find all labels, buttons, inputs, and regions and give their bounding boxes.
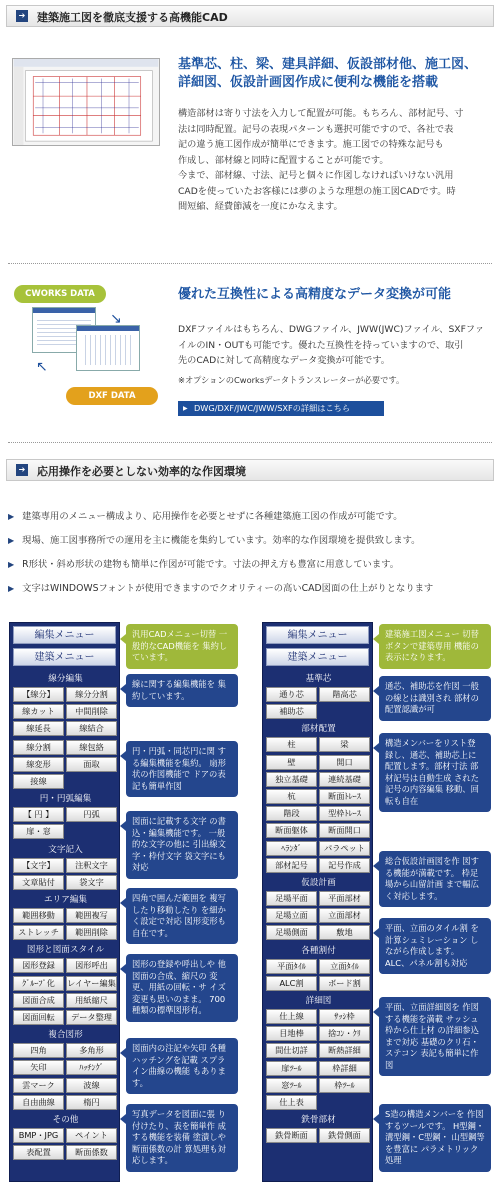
menu-button[interactable]: 四角 (13, 1043, 64, 1058)
menu-button[interactable]: 図面回転 (13, 1010, 64, 1025)
menu-button[interactable]: 断熱詳細 (319, 1043, 370, 1058)
menu-section-title: 円・円弧編集 (39, 794, 92, 805)
list-item: ▶ 建築専用のメニュー構成より、応用操作を必要とせずに各種建築施工図の作成が可能です。 (8, 511, 403, 522)
menu-button[interactable]: 型枠ﾄﾚｰｽ (319, 806, 370, 821)
menu-button[interactable]: 独立基礎 (266, 772, 317, 787)
section-header-cad (6, 5, 494, 27)
section1-title-line1: 基準芯、柱、梁、建具詳細、仮設部材他、施工図、 (178, 57, 478, 72)
menu-button[interactable]: 仕上線 (266, 1009, 317, 1024)
menu-button[interactable]: 雲マーク (13, 1078, 64, 1093)
menu-button[interactable]: 記号作成 (319, 858, 370, 873)
menu-button[interactable]: ﾍﾗﾝﾀﾞ (266, 841, 317, 856)
menu-button[interactable]: 部材記号 (266, 858, 317, 873)
callout-general-cad: 汎用CADメニュー切替 一般的なCAD機能を 集約しています。 (126, 624, 238, 669)
menu-button[interactable]: 鉄骨断面 (266, 1128, 317, 1143)
building-menu-button[interactable]: 建築メニュー (13, 648, 116, 666)
menu-button[interactable]: 表配置 (13, 1145, 64, 1160)
menu-button[interactable]: 目地棒 (266, 1026, 317, 1041)
menu-button[interactable]: 平面部材 (319, 891, 370, 906)
menu-button[interactable]: 開口 (319, 755, 370, 770)
menu-button[interactable]: 足場立面 (266, 908, 317, 923)
arrow-left-icon: ↖ (36, 359, 48, 375)
menu-section-title: 鉄骨部材 (301, 1115, 336, 1126)
menu-button[interactable]: ﾊｯﾁﾝｸﾞ (66, 1060, 117, 1075)
menu-button[interactable]: 補助芯 (266, 704, 317, 719)
list-item: ▶ 現場、施工図事務所での運用を主に機能を集約しています。効率的な作図環境を提供致します。 (8, 535, 421, 546)
callout-figure-style: 図形の登録や呼出しや 他図面の合成、縮尺の 変更、用紙の回転・サ イズ変更も思いのまま。 700種類の標準図形有。 (126, 954, 238, 1022)
menu-section-title: 仮設計画 (301, 878, 336, 888)
callout-grid-line: 通芯、補助芯を作図 一般の線とは識別され 部材の配置認識が可 (379, 676, 491, 721)
menu-section-title: 部材配置 (301, 724, 336, 735)
menu-section-title: 複合図形 (48, 1030, 83, 1041)
menu-button[interactable]: 自由曲線 (13, 1095, 64, 1110)
menu-button[interactable]: 立面部材 (319, 908, 370, 923)
divider (8, 263, 492, 264)
menu-section-title: 詳細図 (305, 996, 332, 1006)
menu-button[interactable]: 間仕切詳 (266, 1043, 317, 1058)
menu-button[interactable]: 中間削除 (66, 704, 117, 719)
section-header-efficient (6, 459, 494, 481)
format-details-link[interactable]: ▶ DWG/DXF/JWC/JWW/SXFの詳細はこちら (178, 401, 384, 416)
menu-button[interactable]: 【文字】 (13, 858, 64, 873)
callout-text: 図面に記載する文字 の書込・編集機能です。 一般的な文字の他に 引出線文字・枠付文字 袋文字にも対応 (126, 811, 238, 879)
section-header-text: 建築施工図を徹底支援する高機能CAD (37, 11, 228, 24)
menu-button[interactable]: 接線 (13, 774, 64, 789)
menu-section-title: 基準芯 (305, 674, 332, 684)
menu-button[interactable]: 階段 (266, 806, 317, 821)
menu-button[interactable]: 扉ﾂｰﾙ (266, 1061, 317, 1076)
menu-button[interactable]: 鉄骨側面 (319, 1128, 370, 1143)
menu-section-title: 文字記入 (48, 844, 83, 855)
menu-button[interactable]: データ整理 (66, 1010, 117, 1025)
menu-button[interactable]: 枠ﾂｰﾙ (319, 1078, 370, 1093)
menu-button[interactable]: 範囲削除 (66, 925, 117, 940)
menu-button[interactable]: 平面ﾀｲﾙ (266, 959, 317, 974)
list-item: ▶ 文字はWINDOWSフォントが使用できますのでクオリティーの高いCAD図面の仕上がりとなります (8, 583, 434, 594)
menu-button[interactable]: 仕上表 (266, 1095, 317, 1110)
menu-button[interactable]: 柱 (266, 737, 317, 752)
edit-menu-button[interactable]: 編集メニュー (266, 626, 369, 644)
menu-button[interactable]: 足場側面 (266, 925, 317, 940)
menu-button[interactable]: 図形登録 (13, 958, 64, 973)
menu-button[interactable]: 線変形 (13, 757, 64, 772)
menu-button[interactable]: 立面ﾀｲﾙ (319, 959, 370, 974)
section1-title-line2: 詳細図、仮設計画図作成に便利な機能を搭載 (178, 75, 439, 90)
callout-tile: 平面、立面のタイル割 を計算シュミレーション しながら作成します。 ALC、パネル割も対応 (379, 918, 491, 974)
menu-button[interactable]: 杭 (266, 789, 317, 804)
callout-detail: 平面、立面詳細図を 作図する機能を満載 サッシュ枠から仕上材 の詳細参込まで対応 基礎のクリ石・ステコン 表記も簡単に作図 (379, 997, 491, 1076)
menu-button[interactable]: 敷地 (319, 925, 370, 940)
dxf-window-icon (76, 325, 140, 371)
menu-button[interactable]: 面取 (66, 757, 117, 772)
menu-button[interactable]: 文章貼付 (13, 875, 64, 890)
building-menu-button[interactable]: 建築メニュー (266, 648, 369, 666)
section-header-text: 応用操作を必要としない効率的な作図環境 (37, 465, 246, 478)
callout-other: 写真データを図面に張 り付けたり、表を簡単作 成する機能を装備 塗潰しや断面係数の計 算処理も対応します。 (126, 1104, 238, 1172)
menu-button[interactable]: パラペット (319, 841, 370, 856)
callout-building-menu: 建築施工図メニュー 切替ボタンで建築専用 機能の表示になります。 (379, 624, 491, 669)
callout-member: 構造メンバーをリスト登 録し、通芯、補助芯上に 配置します。部材寸法 部材記号は自動生成 された記号の内容編集 移動、回転も自在 (379, 733, 491, 812)
arrow-icon: ➔ (16, 464, 28, 476)
menu-button[interactable]: ｸﾞﾙｰﾌﾟ化 (13, 976, 64, 991)
arrow-icon: ➔ (16, 10, 28, 22)
menu-button[interactable]: 壁 (266, 755, 317, 770)
bullet-icon: ▶ (8, 560, 15, 569)
menu-button[interactable]: 断面ﾄﾚｰｽ (319, 789, 370, 804)
cworks-data-badge: CWORKS DATA (14, 285, 106, 303)
edit-menu-panel (9, 622, 120, 1182)
callout-area: 四角で囲んだ範囲を 複写したり移動したり を細かく設定で対応 図形変形も自在です。 (126, 888, 238, 944)
menu-button[interactable]: 袋文字 (66, 875, 117, 890)
section2-title: 優れた互換性による高精度なデータ変換が可能 (178, 287, 452, 302)
menu-button[interactable]: 線包絡 (66, 740, 117, 755)
menu-button[interactable]: 足場平面 (266, 891, 317, 906)
menu-button[interactable]: 捨ｺﾝ・ｸﾘ (319, 1026, 370, 1041)
menu-button[interactable]: 梁 (319, 737, 370, 752)
arrow-right-icon: ↘ (110, 311, 122, 327)
menu-button[interactable]: 扉・窓 (13, 824, 64, 839)
callout-steel: S造の構造メンバーを 作図するツールです。 H型鋼・溝型鋼・C型鋼・ 山型鋼等を豊富に パラメトリック処理 (379, 1104, 491, 1172)
menu-button[interactable]: 線延長 (13, 721, 64, 736)
menu-section-title: 線分編集 (48, 674, 83, 684)
menu-button[interactable]: ｻｯｼ枠 (319, 1009, 370, 1024)
menu-button[interactable]: 波線 (66, 1078, 117, 1093)
menu-button[interactable]: 矢印 (13, 1060, 64, 1075)
menu-button[interactable]: 範囲複写 (66, 908, 117, 923)
menu-button[interactable]: 範囲移動 (13, 908, 64, 923)
cad-screenshot-image (12, 58, 160, 146)
data-conversion-illustration (10, 285, 170, 405)
menu-section-title: エリア編集 (44, 895, 87, 905)
callout-composite: 図面内の注記や矢印 各種ハッチングを記載 スプライン曲線の機能 もあります。 (126, 1038, 238, 1094)
menu-button[interactable]: 【 円 】 (13, 807, 64, 822)
section2-paragraph: DXFファイルはもちろん、DWGファイル、JWW(JWC)ファイル、SXFファ イルのIN・OUTも可能です。優れた互換性を持っていますので、取引 先のCADに対して高精度なデータ変換が可能です。 (178, 324, 485, 366)
bullet-icon: ▶ (8, 512, 15, 521)
callout-line-edit: 線に関する編集機能を 集約しています。 (126, 674, 238, 707)
menu-button[interactable]: 注釈文字 (66, 858, 117, 873)
menu-button[interactable]: 階高芯 (319, 687, 370, 702)
menu-button[interactable]: 通り芯 (266, 687, 317, 702)
menu-button[interactable]: 連続基礎 (319, 772, 370, 787)
menu-button[interactable]: ストレッチ (13, 925, 64, 940)
menu-button[interactable]: 断面係数 (66, 1145, 117, 1160)
callout-circle-edit: 円・円弧・同芯円に関 する編集機能を集約。 扇形状の作図機能で ドアの表記も簡単作図 (126, 741, 238, 797)
menu-button[interactable]: 線結合 (66, 721, 117, 736)
menu-section-title: 各種割付 (301, 945, 336, 956)
bullet-icon: ▶ (8, 536, 15, 545)
menu-button[interactable]: 線分割 (13, 740, 64, 755)
menu-button[interactable]: 用紙縮尺 (66, 993, 117, 1008)
bullet-icon: ▶ (8, 584, 15, 593)
menu-button[interactable]: レイヤー編集 (66, 976, 117, 991)
menu-button[interactable]: 線分分割 (66, 687, 117, 702)
list-item: ▶ R形状・斜め形状の建物も簡単に作図が可能です。寸法の押え方も豊富に用意しています。 (8, 559, 400, 570)
menu-button[interactable]: ALC割 (266, 976, 317, 991)
callout-temporary: 総合仮設計画図を作 図する機能が満載です。 枠足場から山留計画 まで幅広く対応します。 (379, 851, 491, 907)
menu-button[interactable]: 円弧 (66, 807, 117, 822)
divider (8, 442, 492, 443)
menu-button[interactable]: 断面開口 (319, 823, 370, 838)
menu-button[interactable]: 断面躯体 (266, 823, 317, 838)
menu-button[interactable]: 多角形 (66, 1043, 117, 1058)
menu-button[interactable]: 図形呼出 (66, 958, 117, 973)
menu-button[interactable]: 【線分】 (13, 687, 64, 702)
menu-button[interactable]: ボード割 (319, 976, 370, 991)
section2-note: ※オプションのCworksデータトランスレーターが必要です。 (178, 375, 405, 385)
menu-section-title: その他 (52, 1115, 79, 1125)
menu-button[interactable]: 線カット (13, 704, 64, 719)
edit-menu-button[interactable]: 編集メニュー (13, 626, 116, 644)
menu-section-title: 図形と図面スタイル (26, 945, 105, 956)
menu-button[interactable]: ペイント (66, 1128, 117, 1143)
dxf-data-badge: DXF DATA (66, 387, 158, 405)
building-menu-panel (262, 622, 373, 1182)
menu-button[interactable]: BMP・JPG (13, 1128, 64, 1143)
section1-paragraph: 構造部材は寄り寸法を入力して配置が可能。もちろん、部材記号、寸 法は同時配置。記号の表現パターンも選択可能ですので、各社で表 記の違う施工図作成が簡単にできます。施工図での特殊な記号も 作成し、部材線と同時に配置することが可能です。 今まで、部材線、寸法、記号と個々に作図しなければいけない汎用 CADを使っていたお客様には夢のような理想の施工図CADです。時 間短縮、経費節減を一度にかなえます。 (178, 108, 464, 212)
menu-button[interactable]: 楕円 (66, 1095, 117, 1110)
menu-button[interactable]: 窓ﾂｰﾙ (266, 1078, 317, 1093)
menu-button[interactable]: 枠詳細 (319, 1061, 370, 1076)
menu-button[interactable]: 図面合成 (13, 993, 64, 1008)
